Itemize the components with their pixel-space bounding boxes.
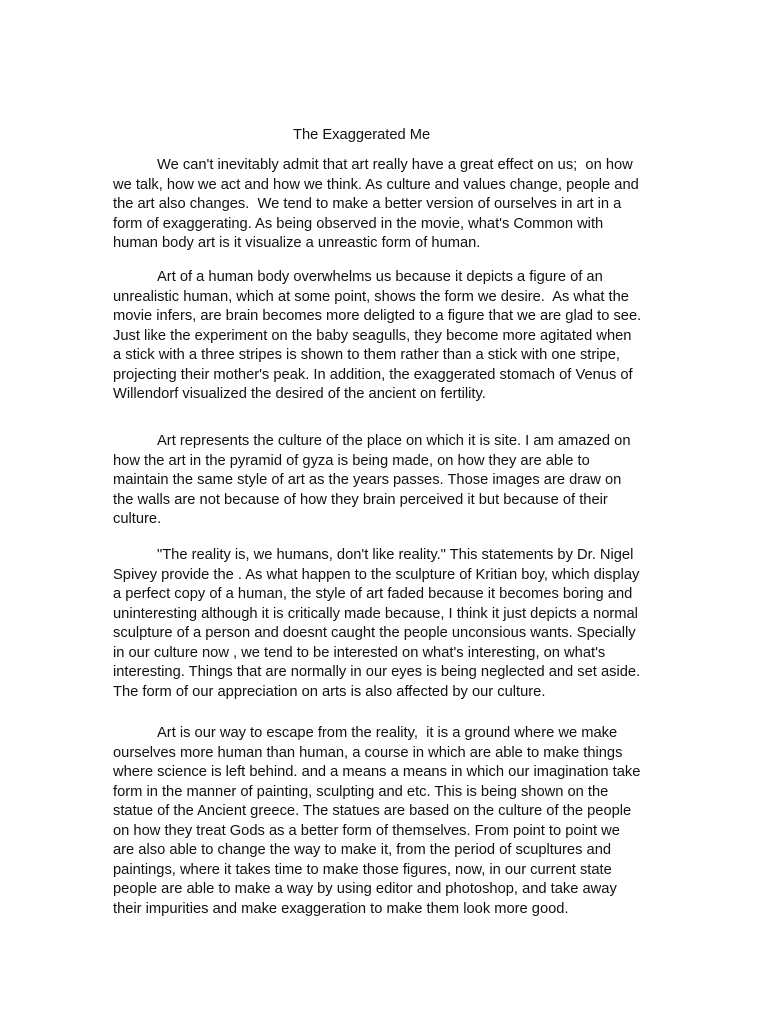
paragraph-line: paintings, where it takes time to make those figures, now, in our current state — [113, 861, 612, 878]
paragraph-line: We can't inevitably admit that art really have a great effect on us; on how — [157, 157, 633, 173]
paragraph-line: how the art in the pyramid of gyza is being made, on how they are able to — [113, 452, 590, 469]
paragraph-line: movie infers, are brain becomes more deligted to a figure that we are glad to see. — [113, 308, 642, 324]
paragraph-line: Art is our way to escape from the reality, it is a ground where we make — [157, 725, 618, 741]
paragraph-line: ourselves more human than human, a course in which are able to make things — [113, 744, 623, 761]
paragraph-line: form in the manner of painting, sculpting and etc. This is being shown on the — [113, 783, 609, 800]
paragraph-3 — [113, 432, 631, 530]
paragraph-line: are also able to change the way to make it, from the period of scupltures and — [113, 842, 612, 858]
paragraph-line: maintain the same style of art as the years passes. Those images are draw on — [113, 472, 622, 488]
document-title: The Exaggerated Me — [293, 127, 431, 143]
paragraph-line: Art represents the culture of the place on which it is site. I am amazed on — [157, 433, 631, 449]
paragraph-line: unrealistic human, which at some point, shows the form we desire. As what the — [113, 288, 629, 305]
paragraph-line: Spivey provide the . As what happen to the sculpture of Kritian boy, which display — [113, 566, 640, 583]
paragraph-line: The form of our appreciation on arts is also affected by our culture. — [113, 683, 546, 700]
paragraph-line: on how they treat Gods as a better form of themselves. From point to point we — [113, 822, 620, 839]
paragraph-line: "The reality is, we humans, don't like reality." This statements by Dr. Nigel — [157, 547, 634, 563]
paragraph-line: in our culture now , we tend to be interested on what's interesting, on what's — [113, 644, 606, 661]
paragraph-5 — [113, 724, 640, 919]
paragraph-line: a perfect copy of a human, the style of art faded because it becomes boring and — [113, 586, 633, 602]
paragraph-line: Willendorf visualized the desired of the ancient on fertility. — [113, 386, 486, 402]
paragraph-line: the walls are not because of how they brain perceived it but because of their — [113, 491, 608, 508]
paragraph-1 — [113, 156, 639, 254]
paragraph-line: where science is left behind. and a means a means in which our imagination take — [113, 764, 641, 780]
paragraph-line: Just like the experiment on the baby seagulls, they become more agitated when — [113, 327, 632, 344]
paragraph-line: we talk, how we act and how we think. As culture and values change, people and — [113, 176, 639, 193]
paragraph-line: a stick with a three stripes is shown to them rather than a stick with one stripe, — [113, 347, 620, 363]
paragraph-line: uninteresting although it is critically made because, I think it just depicts a normal — [113, 605, 638, 622]
paragraph-line: statue of the Ancient greece. The statues are based on the culture of the people — [113, 803, 632, 819]
paragraph-line: projecting their mother's peak. In addition, the exaggerated stomach of Venus of — [113, 366, 633, 383]
paragraph-line: human body art is it visualize a unreastic form of human. — [113, 235, 481, 251]
paragraph-line: form of exaggerating. As being observed in the movie, what's Common with — [113, 215, 604, 232]
paragraph-line: their impurities and make exaggeration to make them look more good. — [113, 900, 569, 917]
paragraph-line: culture. — [113, 511, 162, 527]
paragraph-line: Art of a human body overwhelms us because it depicts a figure of an — [157, 269, 603, 285]
paragraph-4 — [113, 546, 640, 702]
paragraph-line: the art also changes. We tend to make a better version of ourselves in art in a — [113, 196, 622, 212]
paragraph-line: sculpture of a person and doesnt caught the people unconsious wants. Specially — [113, 625, 636, 641]
paragraph-2 — [113, 268, 641, 405]
paragraph-line: interesting. Things that are normally in our eyes is being neglected and set aside. — [113, 664, 641, 680]
paragraph-line: people are able to make a way by using editor and photoshop, and take away — [113, 881, 617, 897]
